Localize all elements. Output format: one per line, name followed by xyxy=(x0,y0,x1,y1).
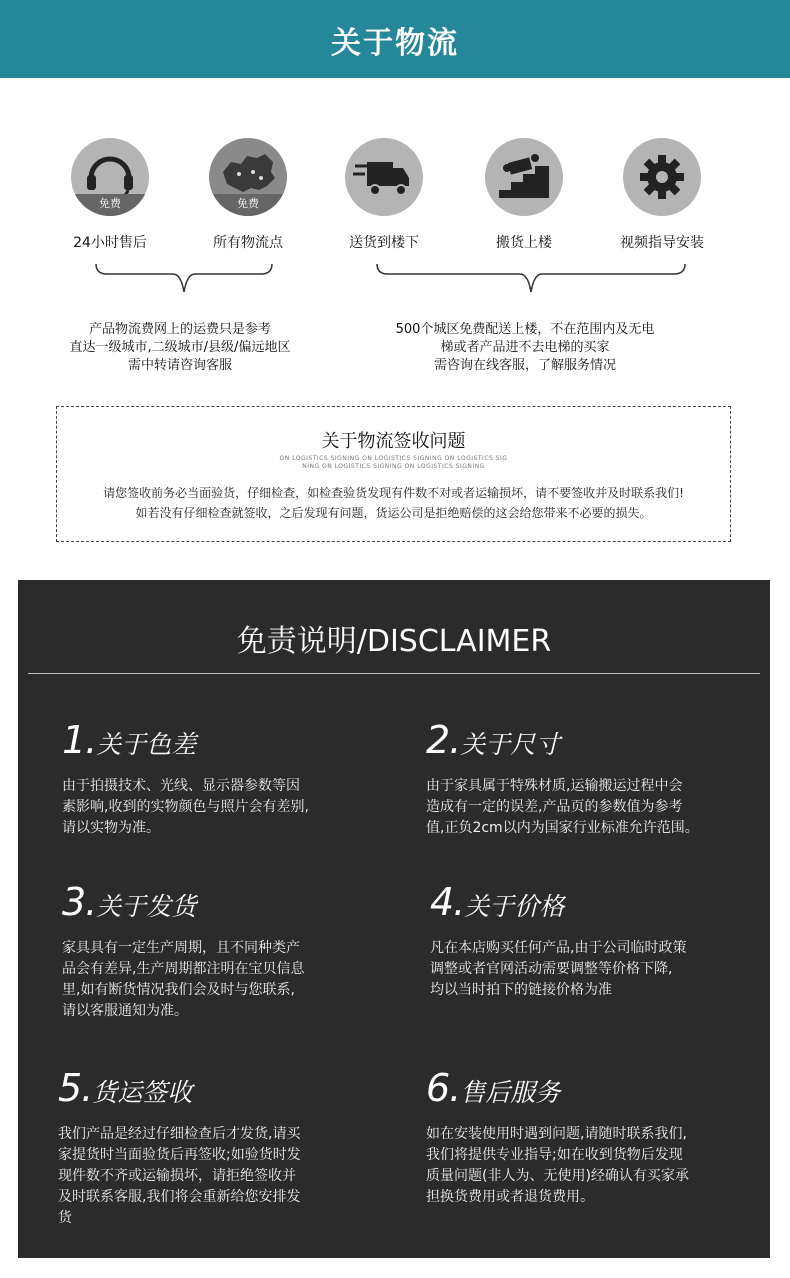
headset-icon xyxy=(71,138,149,216)
service-label: 送货到楼下 xyxy=(349,235,419,251)
signing-notice-box xyxy=(56,406,731,542)
disclaimer-item-size xyxy=(426,718,756,839)
signing-title: 关于物流签收问题 xyxy=(321,431,466,452)
disclaimer-item-after-sales xyxy=(426,1066,756,1208)
item-number: 1. xyxy=(62,718,97,762)
item-body: 由于家具属于特殊材质,运输搬运过程中会 造成有一定的误差,产品页的参数值为参考 值,正负2cm以内为国家行业标准允许范围。 xyxy=(426,778,699,836)
disclaimer-item-freight-signing xyxy=(58,1066,378,1229)
service-video-install-guide xyxy=(602,138,722,252)
service-deliver-downstairs xyxy=(324,138,444,252)
banner-title: 关于物流 xyxy=(331,26,459,61)
item-number: 2. xyxy=(426,718,461,762)
gear-icon xyxy=(623,138,701,216)
service-label: 24小时售后 xyxy=(73,235,147,251)
disclaimer-panel xyxy=(18,580,770,1258)
item-heading: 关于发货 xyxy=(96,892,197,921)
left-brace xyxy=(95,262,273,296)
service-label: 所有物流点 xyxy=(213,235,283,251)
logistics-banner xyxy=(0,0,790,78)
disclaimer-item-color xyxy=(62,718,382,839)
note-line: 需中转请咨询客服 xyxy=(127,358,232,373)
shipping-fee-note xyxy=(40,321,320,375)
disclaimer-title: 免责说明/DISCLAIMER xyxy=(236,624,552,659)
service-carry-upstairs xyxy=(464,138,584,252)
right-brace xyxy=(376,262,686,296)
caption-line: NING ON LOGISTICS SIGNING ON LOGISTICS SIGNING xyxy=(302,463,485,470)
note-line: 需咨询在线客服，了解服务情况 xyxy=(433,358,616,373)
disclaimer-item-shipping xyxy=(62,880,382,1022)
service-label: 视频指导安装 xyxy=(620,235,704,251)
movers-stairs-icon xyxy=(485,138,563,216)
signing-text-line: 请您签收前务必当面验货，仔细检查，如检查验货发现有件数不对或者运输损坏，请不要签收并及时联系我们! xyxy=(103,486,684,500)
free-delivery-note xyxy=(360,321,690,375)
item-heading: 售后服务 xyxy=(460,1078,561,1107)
signing-text xyxy=(57,483,730,523)
service-all-logistics-points xyxy=(188,138,308,252)
signing-english-caption xyxy=(57,455,730,471)
item-body: 由于拍摄技术、光线、显示器参数等因 素影响,收到的实物颜色与照片会有差别, 请以实物为准。 xyxy=(62,778,309,836)
item-number: 5. xyxy=(58,1066,93,1110)
item-heading: 货运签收 xyxy=(92,1078,193,1107)
service-24h-after-sales xyxy=(50,138,170,252)
divider xyxy=(28,673,760,674)
note-line: 梯或者产品进不去电梯的买家 xyxy=(440,340,610,355)
item-body: 如在安装使用时遇到问题,请随时联系我们, 我们将提供专业指导;如在收到货物后发现 质量问题(非人为、无使用)经确认有买家承 担换货费用或者退货费用。 xyxy=(426,1126,689,1205)
item-number: 4. xyxy=(430,880,465,924)
item-number: 3. xyxy=(62,880,97,924)
item-body: 家具具有一定生产周期，且不同种类产 品会有差异,生产周期都注明在宝贝信息 里,如有断货情况我们会及时与您联系, 请以客服通知为准。 xyxy=(62,940,305,1019)
delivery-truck-icon xyxy=(345,138,423,216)
note-line: 产品物流费网上的运费只是参考 xyxy=(88,322,271,337)
free-badge: 免费 xyxy=(71,194,149,216)
item-number: 6. xyxy=(426,1066,461,1110)
china-map-icon xyxy=(209,138,287,216)
free-badge: 免费 xyxy=(209,194,287,216)
signing-text-line: 如若没有仔细检查就签收，之后发现有问题，货运公司是拒绝赔偿的这会给您带来不必要的损失。 xyxy=(135,506,652,520)
item-heading: 关于尺寸 xyxy=(460,730,561,759)
note-line: 500个城区免费配送上楼，不在范围内及无电 xyxy=(395,322,655,337)
service-label: 搬货上楼 xyxy=(496,235,552,251)
item-body: 我们产品是经过仔细检查后才发货,请买 家提货时当面验货后再签收;如验货时发 现件数不齐或运输损坏，请拒绝签收并 及时联系客服,我们将会重新给您安排发 货 xyxy=(58,1126,301,1226)
item-body: 凡在本店购买任何产品,由于公司临时政策 调整或者官网活动需要调整等价格下降, 均以当时拍下的链接价格为准 xyxy=(430,940,687,998)
item-heading: 关于色差 xyxy=(96,730,197,759)
item-heading: 关于价格 xyxy=(464,892,565,921)
disclaimer-item-price xyxy=(430,880,760,1001)
note-line: 直达一级城市,二级城市/县级/偏远地区 xyxy=(69,340,291,355)
caption-line: ON LOGISTICS SIGNING ON LOGISTICS SIGNING ON LOGISTICS SIG xyxy=(279,455,508,462)
